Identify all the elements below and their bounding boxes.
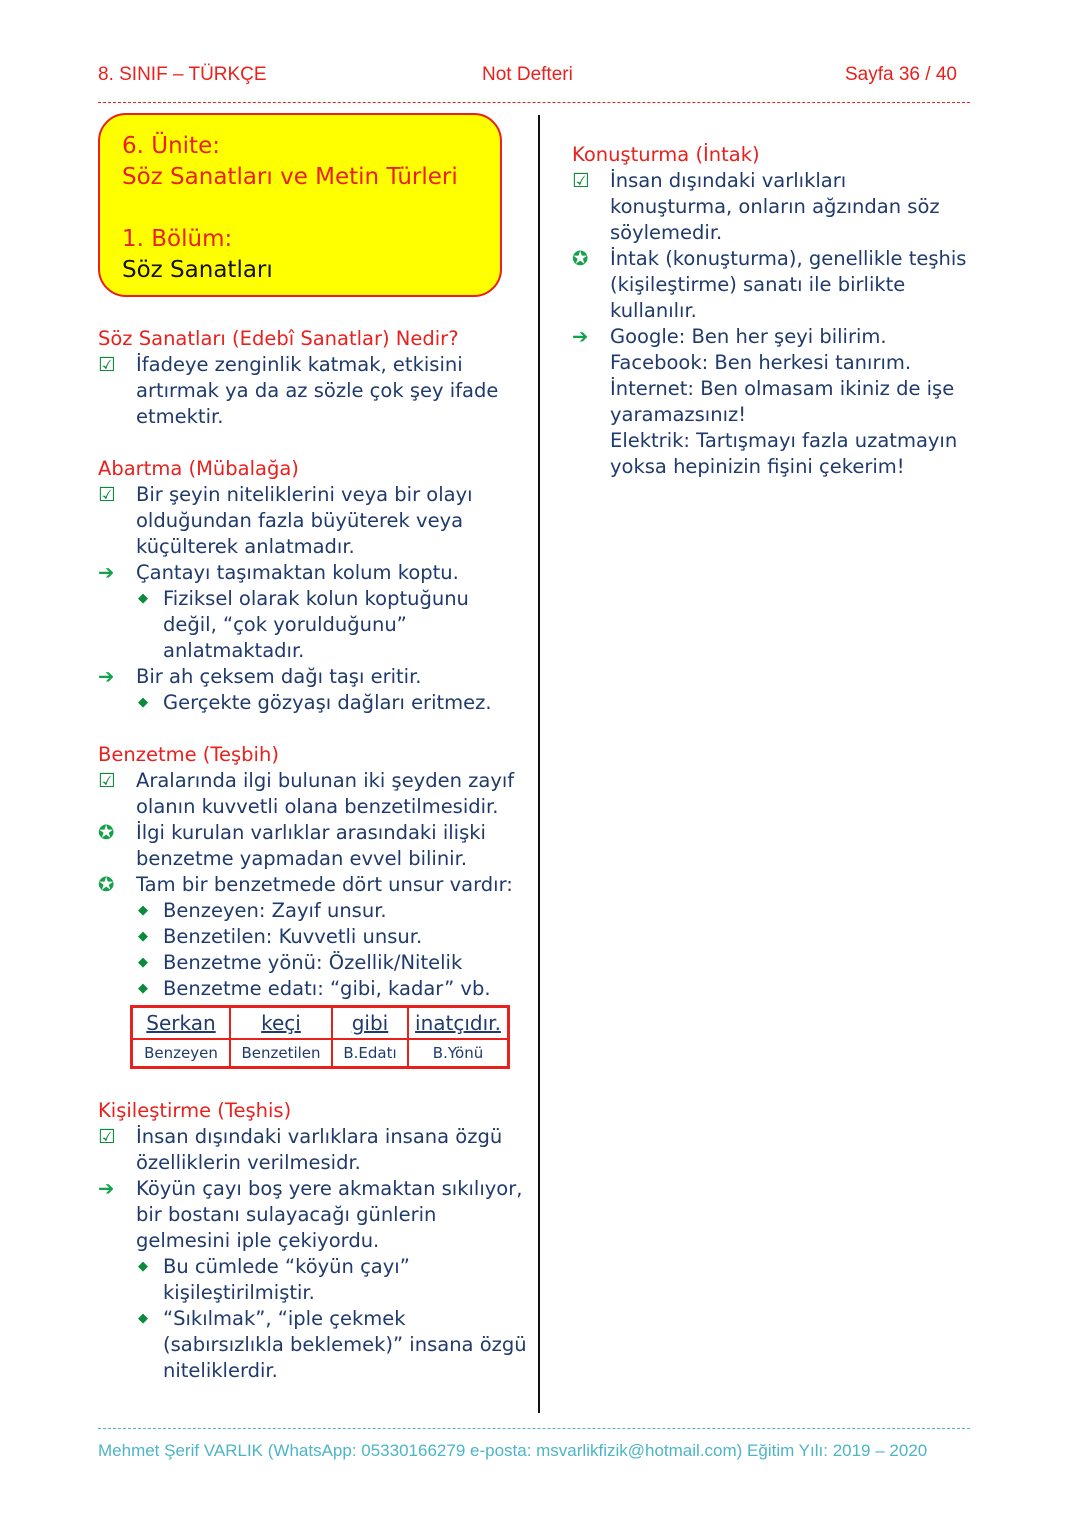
arrow-right-icon: ➔	[98, 561, 115, 584]
benzetme-note-2: Tam bir benzetmede dört unsur vardır:	[136, 873, 513, 896]
table-cell: Serkan	[132, 1007, 231, 1040]
checkbox-icon: ☑	[98, 1125, 116, 1148]
konusturma-title: Konuşturma (İntak)	[572, 143, 760, 166]
diamond-bullet-icon: ◆	[138, 903, 148, 918]
header-title: Not Defteri	[482, 64, 573, 85]
benzetme-note-1: İlgi kurulan varlıklar arasındaki ilişki benzetme yapmadan evvel bilinir.	[136, 821, 486, 870]
list-item	[572, 324, 972, 480]
kisilestirme-note: Bu cümlede “köyün çayı” kişileştirilmiştir.	[163, 1255, 410, 1304]
benzetme-definition: Aralarında ilgi bulunan iki şeyden zayıf olanın kuvvetli olana benzetilmesidir.	[136, 769, 515, 818]
table-cell: B.Yönü	[408, 1039, 509, 1068]
checkbox-icon: ☑	[98, 353, 116, 376]
abartma-title: Abartma (Mübalağa)	[98, 457, 299, 480]
list-item	[98, 768, 528, 820]
list-item	[572, 168, 972, 246]
diamond-bullet-icon: ◆	[138, 929, 148, 944]
list-item	[98, 586, 528, 664]
definition-title: Söz Sanatları (Edebî Sanatlar) Nedir?	[98, 327, 459, 350]
left-column	[98, 326, 528, 1384]
checkbox-icon: ☑	[98, 769, 116, 792]
table-cell: gibi	[332, 1007, 408, 1040]
list-item	[98, 664, 528, 690]
section-title: Söz Sanatları	[122, 257, 273, 283]
abartma-example-1: Çantayı taşımaktan kolum koptu.	[136, 561, 459, 584]
diamond-bullet-icon: ◆	[138, 955, 148, 970]
table-cell: keçi	[230, 1007, 332, 1040]
right-column	[572, 142, 972, 480]
footer-divider	[98, 1428, 970, 1429]
star-circle-icon: ✪	[572, 247, 589, 270]
dialogue-line: Facebook: Ben herkesi tanırım.	[610, 351, 912, 374]
diamond-bullet-icon: ◆	[138, 1311, 148, 1326]
list-item	[98, 1176, 528, 1254]
list-item	[98, 690, 528, 716]
kisilestirme-example: Köyün çayı boş yere akmaktan sıkılıyor, bir bostanı sulayacağı günlerin gelmesini iple çekiyordu.	[136, 1177, 523, 1252]
list-item	[98, 950, 528, 976]
abartma-example-2: Bir ah çeksem dağı taşı eritir.	[136, 665, 422, 688]
konusturma-definition: İnsan dışındaki varlıkları konuşturma, onların ağzından söz söylemedir.	[610, 169, 940, 244]
list-item	[98, 1124, 528, 1176]
benzetme-element: Benzeyen: Zayıf unsur.	[163, 899, 387, 922]
table-cell: inatçıdır.	[408, 1007, 509, 1040]
table-cell: Benzeyen	[132, 1039, 231, 1068]
arrow-right-icon: ➔	[98, 665, 115, 688]
table-cell: Benzetilen	[230, 1039, 332, 1068]
list-item	[98, 924, 528, 950]
diamond-bullet-icon: ◆	[138, 591, 148, 606]
arrow-right-icon: ➔	[572, 325, 589, 348]
kisilestirme-title: Kişileştirme (Teşhis)	[98, 1099, 292, 1122]
list-item	[98, 1306, 528, 1384]
unit-title: Söz Sanatları ve Metin Türleri	[122, 164, 458, 190]
simile-table	[130, 1005, 510, 1069]
benzetme-element: Benzetme yönü: Özellik/Nitelik	[163, 951, 463, 974]
section-label: 1. Bölüm:	[122, 226, 233, 252]
footer-credit: Mehmet Şerif VARLIK (WhatsApp: 05330166279 e-posta: msvarlikfizik@hotmail.com) Eğitim Yılı: 2019 – 2020	[98, 1441, 928, 1460]
benzetme-element: Benzetilen: Kuvvetli unsur.	[163, 925, 423, 948]
list-item	[98, 820, 528, 872]
diamond-bullet-icon: ◆	[138, 1259, 148, 1274]
benzetme-element: Benzetme edatı: “gibi, kadar” vb.	[163, 977, 491, 1000]
list-item	[98, 898, 528, 924]
abartma-definition: Bir şeyin niteliklerini veya bir olayı olduğundan fazla büyüterek veya küçülterek anlatmadır.	[136, 483, 473, 558]
diamond-bullet-icon: ◆	[138, 695, 148, 710]
list-item	[98, 872, 528, 898]
checkbox-icon: ☑	[572, 169, 590, 192]
diamond-bullet-icon: ◆	[138, 981, 148, 996]
kisilestirme-note: “Sıkılmak”, “iple çekmek (sabırsızlıkla beklemek)” insana özgü niteliklerdir.	[163, 1307, 527, 1382]
list-item	[98, 482, 528, 560]
dialogue-line: Elektrik: Tartışmayı fazla uzatmayın yoksa hepinizin fişini çekerim!	[610, 429, 958, 478]
kisilestirme-definition: İnsan dışındaki varlıklara insana özgü özelliklerin verilmesidr.	[136, 1125, 503, 1174]
header-class-label: 8. SINIF – TÜRKÇE	[98, 64, 267, 85]
star-circle-icon: ✪	[98, 821, 115, 844]
list-item	[98, 1254, 528, 1306]
checkbox-icon: ☑	[98, 483, 116, 506]
abartma-example-2-note: Gerçekte gözyaşı dağları eritmez.	[163, 691, 492, 714]
konusturma-note: İntak (konuşturma), genellikle teşhis (kişileştirme) sanatı ile birlikte kullanılır.	[610, 247, 967, 322]
column-divider	[538, 115, 540, 1413]
arrow-right-icon: ➔	[98, 1177, 115, 1200]
benzetme-title: Benzetme (Teşbih)	[98, 743, 279, 766]
header-page-number: Sayfa 36 / 40	[845, 64, 957, 85]
list-item	[572, 246, 972, 324]
unit-title-box	[98, 113, 502, 297]
unit-label: 6. Ünite:	[122, 133, 220, 159]
dialogue-line: Google: Ben her şeyi bilirim.	[610, 325, 887, 348]
list-item	[98, 976, 528, 1002]
definition-text: İfadeye zenginlik katmak, etkisini artırmak ya da az sözle çok şey ifade etmektir.	[136, 353, 499, 428]
list-item	[98, 352, 528, 430]
dialogue-line: İnternet: Ben olmasam ikiniz de işe yaramazsınız!	[610, 377, 955, 426]
header-divider	[98, 102, 970, 103]
abartma-example-1-note: Fiziksel olarak kolun koptuğunu değil, “çok yorulduğunu” anlatmaktadır.	[163, 587, 469, 662]
star-circle-icon: ✪	[98, 873, 115, 896]
table-cell: B.Edatı	[332, 1039, 408, 1068]
list-item	[98, 560, 528, 586]
